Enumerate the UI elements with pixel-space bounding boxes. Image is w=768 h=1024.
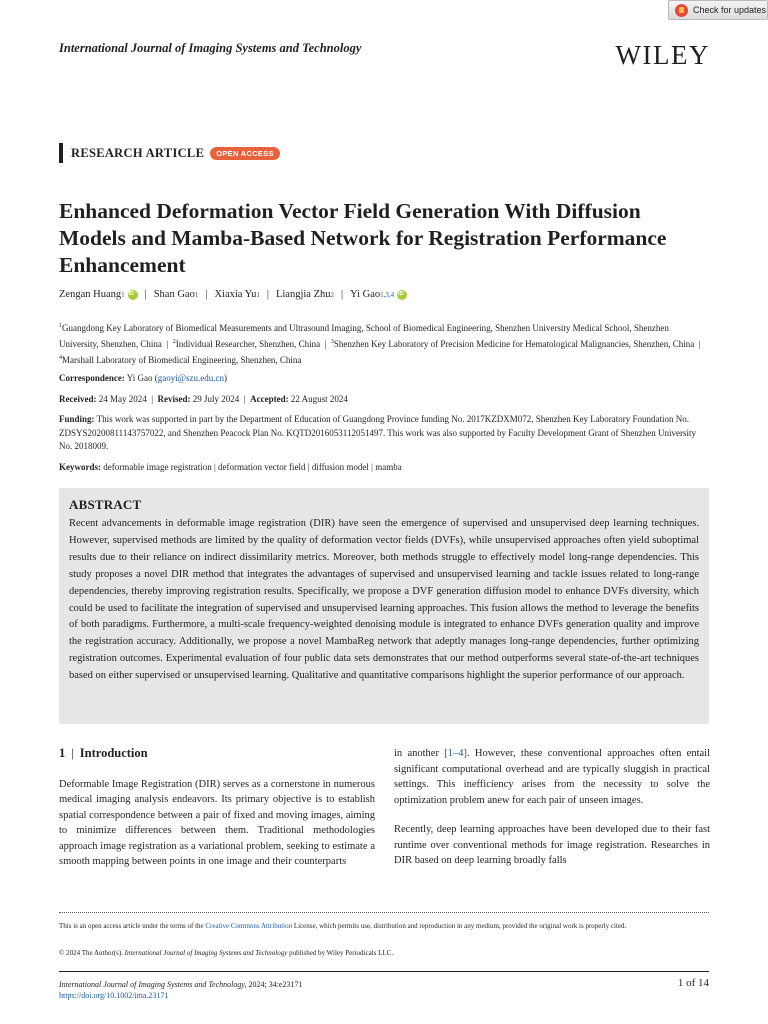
check-for-updates-label: Check for updates <box>693 5 767 15</box>
author-name[interactable]: Yi Gao <box>350 289 381 300</box>
affiliations: $^1$Guangdong Key Laboratory of Biomedical Measurements and Ultrasound Imaging, School of Biomedical Engineering, Shenzhen University Medical School, Shenzhen University, Shenzhen, China | $^2$Individual Researcher, Shenzhen, China | $^3$Shenzhen Key Laboratory of Precision Medicine for Hematological Malignancies, Shenzhen, China | $^4$Marshall Laboratory of Biomedical Engineering, Shenzhen, China <box>59 323 703 365</box>
funding <box>59 413 709 454</box>
correspondence-label: Correspondence: <box>59 373 125 383</box>
footer-journal: International Journal of Imaging Systems and Technology, <box>59 980 247 989</box>
license-divider <box>59 912 709 913</box>
affiliation: Guangdong Key Laboratory of Biomedical Measurements and Ultrasound Imaging, School of Biomedical Engineering, Shenzhen University Medical School, Shenzhen University, Shenzhen, China <box>59 323 669 349</box>
author-affil-sup[interactable]: 2 <box>330 290 334 299</box>
funding-text: This work was supported in part by the Department of Education of Guangdong Province funding No. 2017KZDXM072, Shenzhen Key Laboratory Foundation No. ZDSYS20200811143757022, and Shenzhen Peacock Plan No. KQTD2016053112051497. This work was also supported by Faculty Development Grant of Shenzhen University No. 2018009. <box>59 414 696 451</box>
section-number: 1 <box>59 746 66 760</box>
author-list <box>59 289 407 300</box>
footer-citation <box>59 979 302 1001</box>
paragraph-text: in another <box>394 748 445 759</box>
abstract-text: Recent advancements in deformable image registration (DIR) have seen the emergence of supervised and unsupervised deep learning techniques. However, supervised methods are limited by the quality of deformation vector fields (DVFs), while unsupervised approaches often yield suboptimal results due to their reliance on indirect dissimilarity metrics. Moreover, both methods struggle to effectively model long-range dependencies. This study proposes a novel DIR method that integrates the advantages of supervised and unsupervised learning and tackle issues related to long-range dependencies, thereby improving registration results. Specifically, we propose a DVF generation diffusion model to enhance DVFs diversity, which could be used to facilitate the integration of supervised and unsupervised learning approaches. This fusion allows the method to leverage the benefits of both paradigms. Furthermore, a multi-scale frequency-weighted denoising module is integrated to enhance DVFs generation quality and improve the registration accuracy. Additionally, we propose a novel MambaReg network that adeptly manages long-range dependencies, further optimizing registration outcomes. Experimental evaluation of four public data sets demonstrates that our method outperforms several state-of-the-art techniques based on either supervised or unsupervised learning. Qualitative and quantitative comparisons highlight the superior performance of our approach. <box>69 518 699 682</box>
author-separator: | <box>144 289 147 300</box>
article-type-bar <box>59 143 63 163</box>
accepted-date: 22 August 2024 <box>290 394 348 404</box>
author-affil-sup[interactable]: 1,3,4 <box>380 290 395 299</box>
body-paragraph: Deformable Image Registration (DIR) serves as a cornerstone in numerous medical imaging analysis endeavors. Its primary objective is to establish spatial correspondence between a pair of fixed and moving images, aiming to minimize differences between them. Traditional methodologies approach image registration as a variational problem, seeking to estimate a smooth mapping between points in one image and their counterparts <box>59 778 375 867</box>
received-date: 24 May 2024 <box>98 394 147 404</box>
license-text: License, which permits use, distribution and reproduction in any medium, provided the original work is properly cited. <box>292 922 627 930</box>
orcid-icon[interactable] <box>128 290 138 300</box>
body-column-left <box>59 746 375 884</box>
copyright-text: published by Wiley Periodicals LLC. <box>287 949 394 957</box>
page-number: 1 of 14 <box>677 977 709 989</box>
revised-date: 29 July 2024 <box>192 394 240 404</box>
orcid-icon[interactable] <box>397 290 407 300</box>
abstract-box <box>59 488 709 724</box>
body-column-right <box>394 746 710 883</box>
correspondence-email-link[interactable]: gaoyi@szu.edu.cn <box>157 373 225 383</box>
copyright-notice <box>59 949 393 957</box>
funding-label: Funding: <box>59 414 95 424</box>
correspondence-name: Yi Gao <box>126 373 153 383</box>
keyword[interactable]: deformable image registration <box>103 462 212 472</box>
keyword[interactable]: deformation vector field <box>218 462 306 472</box>
author-separator: | <box>341 289 344 300</box>
open-access-badge: OPEN ACCESS <box>210 147 280 160</box>
author-affil-sup[interactable]: 1 <box>194 290 199 299</box>
author-name[interactable]: Shan Gao <box>153 289 195 300</box>
keywords: Keywords: deformable image registration | deformation vector field | diffusion model | mamba <box>59 462 402 472</box>
affiliation: Shenzhen Key Laboratory of Precision Medicine for Hematological Malignancies, Shenzhen, China <box>333 339 695 349</box>
keyword[interactable]: diffusion model <box>311 462 369 472</box>
article-title: Enhanced Deformation Vector Field Generation With Diffusion Models and Mamba-Based Network for Registration Performance Enhancement <box>59 199 667 277</box>
footer-divider <box>59 971 709 972</box>
license-notice <box>59 920 709 932</box>
license-text: This is an open access article under the terms of the <box>59 922 206 930</box>
affil-sup: 3 <box>330 339 334 345</box>
author-separator: | <box>205 289 208 300</box>
keywords-label: Keywords: <box>59 462 101 472</box>
received-label: Received: <box>59 394 97 404</box>
cc-license-link[interactable]: Creative Commons Attribution <box>205 922 293 930</box>
author-name[interactable]: Liangjia Zhu <box>275 289 331 300</box>
correspondence: Correspondence: Yi Gao (gaoyi@szu.edu.cn) <box>59 373 228 383</box>
section-heading: 1 | Introduction <box>59 746 148 760</box>
copyright-journal: International Journal of Imaging Systems and Technology <box>124 949 288 957</box>
publisher-logo: WILEY <box>615 40 710 70</box>
author-name[interactable]: Zengan Huang <box>59 289 122 300</box>
article-dates: Received: 24 May 2024 | Revised: 29 July 2024 | Accepted: 22 August 2024 <box>59 394 348 404</box>
affiliation: Marshall Laboratory of Biomedical Engineering, Shenzhen, China <box>62 355 302 365</box>
body-paragraph: Recently, deep learning approaches have been developed due to their fast runtime over conventional methods for image registration. Researches in DIR based on deep learning broadly falls <box>394 824 710 866</box>
section-title: Introduction <box>79 746 148 760</box>
citation-link[interactable]: [1–4] <box>444 748 467 759</box>
abstract-heading: ABSTRACT <box>69 497 142 512</box>
affil-sup: 4 <box>59 355 62 361</box>
check-for-updates-button[interactable] <box>668 0 768 20</box>
affiliation: Individual Researcher, Shenzhen, China <box>175 339 321 349</box>
crossmark-icon <box>675 4 688 17</box>
author-affil-sup[interactable]: 1 <box>256 290 260 299</box>
paragraph-text: . However, these conventional approaches often entail significant computational overhead and are typically sluggish in practical settings. This inefficiency arises from the necessity to solve the optimization problem anew for each pair of unseen images. <box>394 748 710 806</box>
footer-volume: 2024; 34:e23171 <box>246 980 303 989</box>
revised-label: Revised: <box>157 394 191 404</box>
copyright-text: © 2024 The Author(s). <box>59 949 125 957</box>
affil-sup: 2 <box>172 339 176 345</box>
doi-link[interactable]: https://doi.org/10.1002/ima.23171 <box>59 991 169 1000</box>
article-type <box>59 143 280 163</box>
author-name[interactable]: Xiaxia Yu <box>214 289 257 300</box>
author-separator: | <box>266 289 269 300</box>
article-type-label: RESEARCH ARTICLE <box>71 145 205 160</box>
keyword[interactable]: mamba <box>375 462 402 472</box>
accepted-label: Accepted: <box>250 394 289 404</box>
affil-sup: 1 <box>59 323 62 329</box>
author-affil-sup[interactable]: 1 <box>121 290 125 299</box>
journal-name: International Journal of Imaging Systems and Technology <box>59 41 362 55</box>
body-paragraph <box>394 746 710 808</box>
